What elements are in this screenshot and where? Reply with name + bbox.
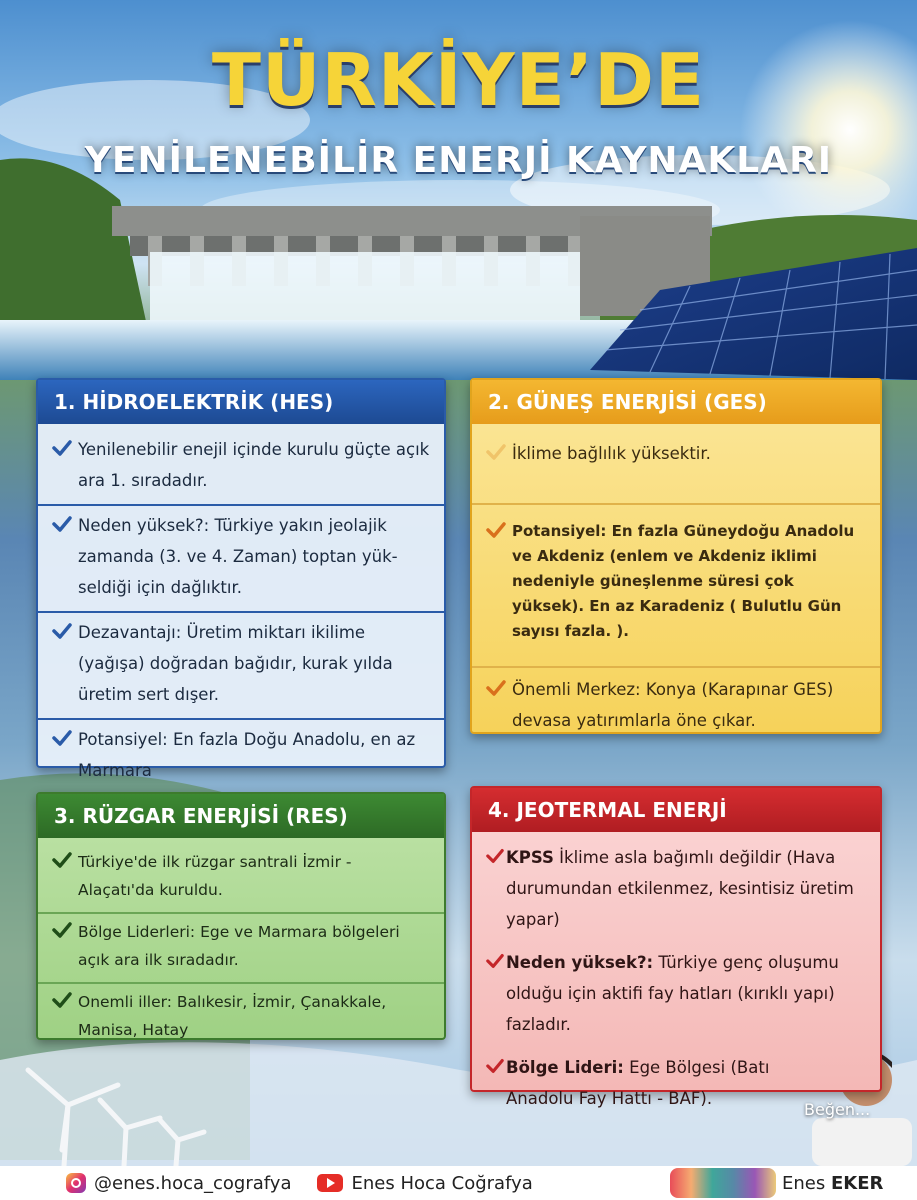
footer-bar [0, 1166, 917, 1200]
instagram-link[interactable] [66, 1173, 291, 1194]
youtube-icon [317, 1174, 343, 1192]
solar-item-text: Konya (Karapınar GES) devasa yatırımlarla öne çıkar. [512, 680, 834, 730]
checkmark-icon [52, 918, 78, 948]
checkmark-icon [52, 510, 78, 543]
solar-item [486, 430, 868, 503]
geo-item [486, 838, 868, 943]
card-solar-heading: 2. GÜNEŞ ENERJİSİ (GES) [472, 380, 880, 424]
youtube-channel: Enes Hoca Coğrafya [351, 1172, 533, 1194]
geo-item-lead: Bölge Lideri: [506, 1058, 624, 1077]
poster-subtitle: YENİLENEBİLİR ENERJİ KAYNAKLARI [84, 140, 833, 181]
geo-item-text: Türkiye genç oluşumu olduğu için aktifi fay hatları (kırıklı yapı) fazladır. [506, 953, 839, 1034]
card-geothermal-heading: 4. JEOTERMAL ENERJİ [472, 788, 880, 832]
hydro-item-text: Yenilenebilir enejil içinde kurulu güçte açık ara 1. sıradadır. [78, 440, 430, 490]
youtube-link[interactable] [317, 1173, 532, 1194]
turkey-map-icon [670, 1168, 776, 1198]
solar-item [486, 668, 868, 744]
hydro-item [52, 720, 432, 794]
author-last-name: EKER [830, 1172, 884, 1194]
wind-item [52, 914, 432, 982]
checkmark-icon [52, 988, 78, 1018]
checkmark-icon [52, 434, 78, 467]
like-button[interactable]: Beğen... [804, 1100, 871, 1119]
wind-item [52, 984, 432, 1052]
geo-item [486, 943, 868, 1048]
checkmark-icon [486, 842, 506, 875]
card-wind-heading: 3. RÜZGAR ENERJİSİ (RES) [38, 794, 444, 838]
hydro-item-text: Dezavantajı: Üretim miktarı ikilime (yağışa) doğradan bağıdır, kurak yılda üretim sert dışer. [78, 623, 393, 704]
solar-item [486, 505, 868, 666]
checkmark-icon [486, 438, 512, 471]
hydro-item [52, 506, 432, 611]
instagram-handle: @enes.hoca_cografya [94, 1172, 292, 1194]
checkmark-icon [52, 617, 78, 650]
card-geothermal [470, 786, 882, 1108]
card-solar [470, 378, 882, 734]
author-name [782, 1173, 883, 1194]
hydro-item-text: Neden yüksek?: Türkiye yakın jeolajik zamanda (3. ve 4. Zaman) toptan yük-seldiği için dağlıktır. [78, 516, 398, 597]
instagram-icon [66, 1173, 86, 1193]
card-hydroelectric [36, 378, 446, 780]
poster-title: TÜRKİYE’DE [211, 38, 706, 122]
wind-item [52, 844, 432, 912]
geo-item-lead: KPSS [506, 848, 554, 867]
geo-item-text: İklime asla bağımlı değildir (Hava durumundan etkilenmez, kesintisiz üretim yapar) [506, 848, 854, 929]
hydro-item-text: Potansiyel: En fazla Doğu Anadolu, en az Marmara [78, 730, 416, 780]
hydro-item [52, 430, 432, 504]
solar-item-lead: Önemli Merkez: [512, 680, 641, 699]
wind-item-text: Bölge Liderleri: Ege ve Marmara bölgeleri açık ara ilk sıradadır. [78, 923, 400, 969]
solar-item-text: Potansiyel: En fazla Güneydoğu Anadolu ve Akdeniz (enlem ve Akdeniz iklimi nedeniyle güneşlenme süresi çok yüksek). En az Karadeniz ( Bulutlu Gün sayısı fazla. ). [512, 522, 855, 640]
checkmark-icon [486, 674, 512, 707]
card-hydroelectric-heading: 1. HİDROELEKTRİK (HES) [38, 380, 444, 424]
checkmark-icon [486, 947, 506, 980]
checkmark-icon [52, 848, 78, 878]
author-first-name: Enes [782, 1172, 826, 1194]
hydro-item [52, 613, 432, 718]
geo-item-lead: Neden yüksek?: [506, 953, 654, 972]
checkmark-icon [486, 1052, 506, 1085]
wind-item-text: Onemli iller: Balıkesir, İzmir, Çanakkale, Manisa, Hatay [78, 993, 387, 1039]
checkmark-icon [52, 724, 78, 757]
geo-item-text: Ege Bölgesi (Batı Anadolu Fay Hattı - BAF). [506, 1058, 770, 1108]
solar-item-text: İklime bağlılık yüksektir. [512, 444, 711, 463]
card-wind [36, 792, 446, 1040]
checkmark-icon [486, 519, 512, 547]
wind-item-text: Türkiye'de ilk rüzgar santrali İzmir - Alaçatı'da kuruldu. [78, 853, 352, 899]
